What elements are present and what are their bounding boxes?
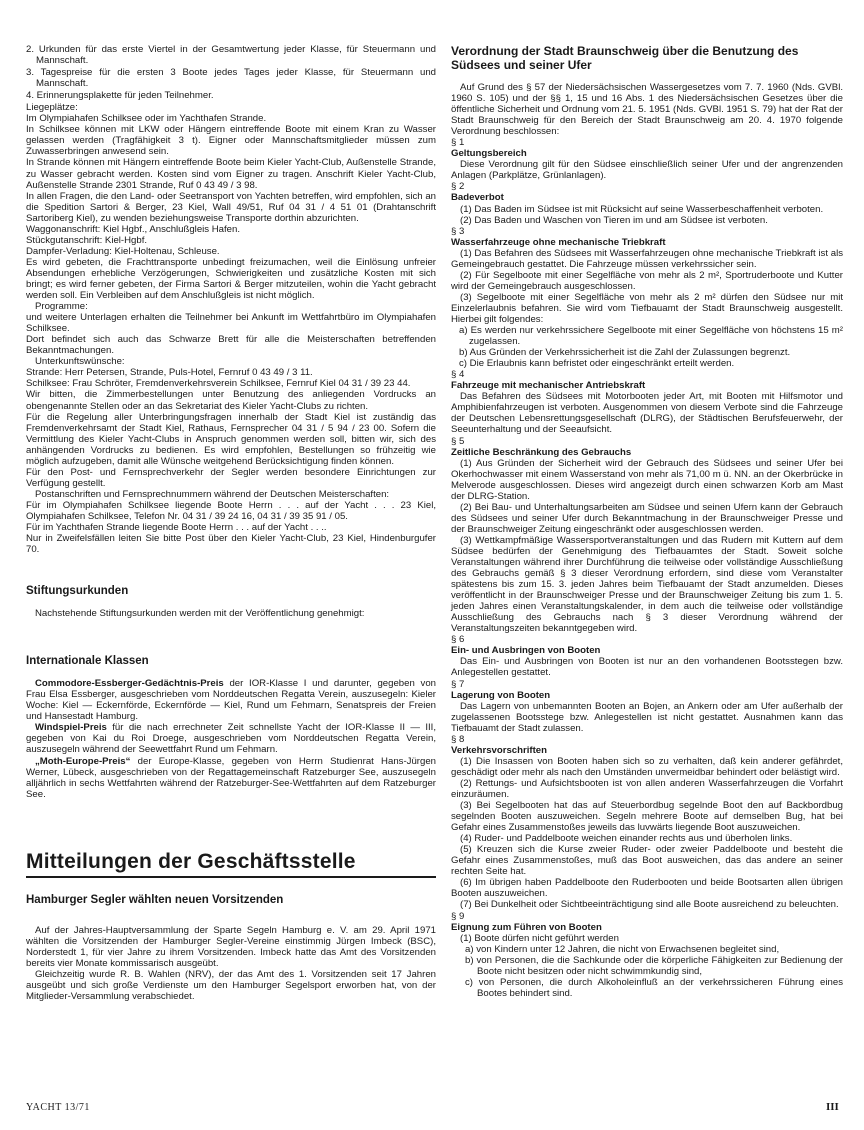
intl-item-text: der IOR-Klasse I und darunter, gegeben von Frau Elsa Essberger, ausgeschrieben vom Norddeutschen Regatta Verein, auszusegeln: Kieler Woche: Kiel — Eckernförde, Eckernförde — Kiel, Rund um Fehmarn, Senatspreis der Freien und Hansestadt Hamburg. bbox=[26, 678, 436, 723]
section-title: Mitteilungen der Geschäftsstelle bbox=[26, 850, 436, 878]
section-number: § 6 bbox=[451, 634, 465, 646]
paragraph: In allen Fragen, die den Land- oder Seetransport von Yachten betreffen, wird empfohlen, sich an die Spedition Sartori & Berger, 23 Kiel, Wall 49/51, Ruf 04 31 / 4 51 01 (Drahtanschrift Sartoriberg Kiel), zu wenden beziehungsweise Transporte dorthin abzurichten. bbox=[26, 190, 436, 224]
paragraph: Im Olympiahafen Schilksee oder im Yachthafen Strande. bbox=[26, 113, 267, 125]
intl-item-title: Windspiel-Preis bbox=[35, 722, 107, 734]
section-number: § 2 bbox=[451, 181, 465, 193]
paragraph: (3) Segelboote mit einer Segelfläche von mehr als 2 m² dürfen den Südsee nur mit Einzelerlaubnis befahren. Sie wird vom Tiefbauamt der Stadt Braunschweig ausgestellt. Hierbei gilt folgendes: bbox=[451, 291, 843, 325]
paragraph: (3) Bei Segelbooten hat das auf Steuerbordbug segelnde Boot den auf Backbordbug segelnden Booten auszuweichen. Segeln mehrere Boote auf demselben Bug, hat bei Gefahr eines Zusammenstoßes jeweils das luvwärts liegende Boot auszuweichen. bbox=[451, 800, 843, 834]
footer-issue: YACHT 13/71 bbox=[26, 1102, 90, 1113]
paragraph: Strande: Herr Petersen, Strande, Puls-Hotel, Fernruf 0 43 49 / 3 11. bbox=[26, 367, 313, 379]
paragraph: Postanschriften und Fernsprechnummern während der Deutschen Meisterschaften: bbox=[35, 488, 390, 500]
intl-item bbox=[26, 722, 436, 755]
paragraph: (7) Bei Dunkelheit oder Sichtbeeinträchtigung sind alle Boote ausreichend zu beleuchten. bbox=[460, 899, 839, 911]
paragraph: (2) Für Segelboote mit einer Segelfläche von mehr als 2 m², Sportruderboote und Kutter wird der Gemeingebrauch ausgeschlossen. bbox=[451, 269, 843, 292]
stiftung-heading: Stiftungsurkunden bbox=[26, 585, 129, 598]
section-heading: Lagerung von Booten bbox=[451, 689, 551, 701]
paragraph: In Strande können mit Hängern eintreffende Boote beim Kieler Yacht-Club, Außenstelle Strande, zu Wasser gebracht werden. Kosten sind vom Eigner zu tragen. Anschrift Kieler Yacht-Club, Außenstelle Strande 2301 Strande, Ruf 0 43 49 / 3 98. bbox=[26, 157, 436, 191]
paragraph: Schilksee: Frau Schröter, Fremdenverkehrsverein Schilksee, Fernruf Kiel 04 31 / 39 23 44. bbox=[26, 378, 411, 390]
intl-heading: Internationale Klassen bbox=[26, 655, 149, 668]
paragraph: Das Lagern von unbemannten Booten an Bojen, an Ankern oder am Ufer außerhalb der zugelassenen Bootsstege bzw. Anlegestellen ist nicht gestattet. Ausnahmen kann das Tiefbauamt der Stadt zulassen. bbox=[451, 700, 843, 734]
section-number: § 5 bbox=[451, 435, 465, 447]
paragraph: Nur in Zweifelsfällen leiten Sie bitte Post über den Kieler Yacht-Club, 23 Kiel, Hindenburgufer 70. bbox=[26, 533, 436, 556]
list-item: a) von Kindern unter 12 Jahren, die nicht von Erwachsenen begleitet sind, bbox=[465, 943, 780, 955]
paragraph: (2) Das Baden und Waschen von Tieren im und am Südsee ist verboten. bbox=[460, 214, 768, 226]
paragraph: (1) Das Befahren des Südsees mit Wasserfahrzeugen ohne mechanische Triebkraft ist als Gemeingebrauch gestattet. Die Fahrzeuge müssen verkehrssicher sein. bbox=[451, 247, 843, 270]
intl-item-text: der Europe-Klasse, gegeben von Herrn Studienrat Hans-Jürgen Werner, Lübeck, ausgeschrieben von der Regattagemeinschaft Ratzeburger See, auszusegeln alljährlich in sechs Wettfahrten während der Ratzeburger-See-Wettfahrten auf dem Ratzeburger See. bbox=[26, 755, 436, 800]
paragraph: In Schilksee können mit LKW oder Hängern eintreffende Boote mit einem Kran zu Wasser gelassen werden (Tragfähigkeit 3 t). Eigner oder Mannschaftsmitglieder müssen zum Zuwasserbringen anwesend sein. bbox=[26, 124, 436, 158]
list-item: b) von Personen, die die Sachkunde oder die körperliche Fähigkeiten zur Bedienung der Boote nicht besitzen oder nicht schwimmkundig sind, bbox=[465, 954, 843, 977]
section-heading: Verkehrsvorschriften bbox=[451, 744, 547, 756]
list-item: 3. Tagespreise für die ersten 3 Boote jedes Tages jeder Klasse, für Steuermann und Mannschaft. bbox=[26, 67, 436, 90]
paragraph: Programme: bbox=[35, 301, 88, 313]
paragraph: (3) Wettkampfmäßige Wassersportveranstaltungen und das Rudern mit Kuttern auf dem Südsee bedürfen der Genehmigung des Tiefbauamtes der Stadt. Soweit solche Veranstaltungen während ihrer Durchführung die teilweise oder vollständige Ausschließung des Gebrauchs gemäß § 3 dieser Verordnung erfordern, sind diese vom Veranstalter spätestens bis zum 15. 3. jeden Jahres beim Tiefbauamt der Stadt anzumelden. Dieses veröffentlicht in der Braunschweiger Presse und der Braunschweiger Zeitung bis zum 1. 5. jeden Jahres einen Veranstaltungskalender, in dem auch die teilweise oder vollständige Ausschließung des Gebrauchs nach § 3 dieser Verordnung während der Veranstaltungszeiten bekanntgegeben wird. bbox=[451, 534, 843, 635]
ordinance-title: Verordnung der Stadt Braunschweig über die Benutzung des Südsees und seiner Ufer bbox=[451, 44, 799, 72]
paragraph: Liegeplätze: bbox=[26, 102, 78, 114]
paragraph: Stückgutanschrift: Kiel-Hgbf. bbox=[26, 234, 148, 246]
paragraph: (4) Ruder- und Paddelboote weichen einander rechts aus und überholen links. bbox=[460, 833, 793, 845]
paragraph: Für im Olympiahafen Schilksee liegende Boote Herrn . . . auf der Yacht . . . 23 Kiel, Olympiahafen Schilksee, Telefon Nr. 04 31 / 39 24 16, 04 31 / 39 35 91 / 05. bbox=[26, 499, 436, 522]
paragraph: (6) Im übrigen haben Paddelboote den Ruderbooten und beide Bootsarten allen übrigen Booten auszuweichen. bbox=[451, 877, 843, 900]
paragraph: Das Befahren des Südsees mit Motorbooten jeder Art, mit Booten mit Hilfsmotor und Amphibienfahrzeugen ist verboten. Ausgenommen von diesem Verbote sind die Fahrzeuge der Deutschen Lebensrettungsgesellschaft (DLRG), der Städtischen Berufsfeuerwehr, der Seeunterhaltung und der Seeaufsicht. bbox=[451, 391, 843, 436]
paragraph: (5) Kreuzen sich die Kurse zweier Ruder- oder zweier Paddelboote und besteht die Gefahr eines Zusammenstoßes, muß das Boot ausweichen, das das andere an seiner rechten Seite hat. bbox=[451, 844, 843, 878]
section-number: § 9 bbox=[451, 910, 465, 922]
ordinance-intro: Auf Grund des § 57 der Niedersächsischen Wassergesetzes vom 7. 7. 1960 (Nds. GVBl. 1960 S. 105) und der §§ 1, 15 und 16 Abs. 1 des Niedersächsischen Gesetzes über die öffentliche Sicherheit und Ordnung vom 21. 5. 1951 (Nds. GVBl. 1951 S. 79) hat der Rat der Stadt Braunschweig für den Bereich der Stadt Braunschweig am 20. 4. 1970 folgende Verordnung beschlossen: bbox=[451, 82, 843, 138]
paragraph: Diese Verordnung gilt für den Südsee einschließlich seiner Ufer und der angrenzenden Anlagen (Parkplätze, Grünlanlagen). bbox=[451, 159, 843, 182]
paragraph: Waggonanschrift: Kiel Hgbf., Anschlußgleis Hafen. bbox=[26, 223, 241, 235]
stiftung-text: Nachstehende Stiftungsurkunden werden mit der Veröffentlichung genehmigt: bbox=[35, 608, 365, 620]
section-heading: Fahrzeuge mit mechanischer Antriebskraft bbox=[451, 380, 646, 392]
list-item: a) Es werden nur verkehrssichere Segelboote mit einer Segelfläche von höchstens 15 m² zugelassen. bbox=[459, 325, 843, 348]
paragraph: (2) Bei Bau- und Unterhaltungsarbeiten am Südsee und seinen Ufern kann der Gebrauch des Südsees und seiner Ufer durch Bekanntmachung in der Braunschweiger Presse und der Braunschweiger Zeitung eingeschränkt oder ausgeschlossen werden. bbox=[451, 501, 843, 535]
article-title: Hamburger Segler wählten neuen Vorsitzenden bbox=[26, 893, 284, 906]
list-item: 4. Erinnerungsplakette für jeden Teilnehmer. bbox=[26, 90, 214, 102]
paragraph: (1) Das Baden im Südsee ist mit Rücksicht auf seine Wasserbeschaffenheit verboten. bbox=[460, 203, 824, 215]
section-number: § 3 bbox=[451, 225, 465, 237]
paragraph: Für den Post- und Fernsprechverkehr der Segler werden besondere Einrichtungen zur Verfügung gestellt. bbox=[26, 466, 436, 489]
section-heading: Geltungsbereich bbox=[451, 148, 527, 160]
paragraph: Für im Yachthafen Strande liegende Boote Herrn . . . auf der Yacht . . .. bbox=[26, 522, 327, 534]
section-number: § 4 bbox=[451, 369, 465, 381]
intl-item-text: für die nach errechneter Zeit schnellste Yacht der IOR-Klasse II — III, gegeben von Kai du Roi Droege, ausgeschrieben vom Norddeutschen Regatta Verein, auszusegeln während der Seewettfahrt Rund um Fehmarn. bbox=[26, 722, 436, 756]
intl-item-title: „Moth-Europe-Preis“ bbox=[35, 755, 131, 767]
section-number: § 8 bbox=[451, 733, 465, 745]
section-number: § 1 bbox=[451, 137, 465, 149]
paragraph: Es wird gebeten, die Frachttransporte unbedingt freizumachen, weil die Einlösung unfreier Absendungen erhebliche Verzögerungen, Schwierigkeiten und zusätzliche Kosten mit sich bringt; es wird ferner gebeten, der Firma Sartori & Berger mitzuteilen, wohin die Yacht gebracht werden soll. Ein Verbleiben auf dem Anschlußgleis ist nicht möglich. bbox=[26, 256, 436, 302]
paragraph: Dampfer-Verladung: Kiel-Holtenau, Schleuse. bbox=[26, 245, 220, 257]
list-item: 2. Urkunden für das erste Viertel in der Gesamtwertung jeder Klasse, für Steuermann und Mannschaft. bbox=[26, 44, 436, 67]
paragraph: Unterkunftswünsche: bbox=[35, 356, 125, 368]
paragraph: Auf der Jahres-Hauptversammlung der Sparte Segeln Hamburg e. V. am 29. April 1971 wählten die Vorsitzenden der Hamburger Segler-Vereine einstimmig Jürgen Imbeck (BSC), Norderstedt 1, für vier Jahre zu ihrem Vorsitzenden. Imbeck hatte das Amt des Vorsitzenden bereits vier Monate kommissarisch ausgeübt. bbox=[26, 924, 436, 969]
paragraph: und weitere Unterlagen erhalten die Teilnehmer bei Ankunft im Wettfahrtbüro im Olympiahafen Schilksee. bbox=[26, 312, 436, 335]
intl-item bbox=[26, 756, 436, 800]
intl-item-title: Commodore-Essberger-Gedächtnis-Preis bbox=[35, 678, 224, 690]
paragraph: Wir bitten, die Zimmerbestellungen unter Benutzung des anliegenden Vordrucks an obengenannte Stellen oder an das Sekretariat des Kieler Yacht-Clubs zu richten. bbox=[26, 389, 436, 412]
paragraph: Dort befindet sich auch das Schwarze Brett für alle die Meisterschaften betreffenden Bekanntmachungen. bbox=[26, 334, 436, 357]
section-heading: Ein- und Ausbringen von Booten bbox=[451, 645, 601, 657]
intl-item bbox=[26, 678, 436, 722]
paragraph: (2) Rettungs- und Aufsichtsbooten ist von allen anderen Wasserfahrzeugen die Vorfahrt einzuräumen. bbox=[451, 777, 843, 800]
paragraph: Gleichzeitig wurde R. B. Wahlen (NRV), der das Amt des 1. Vorsitzenden seit 17 Jahren ausgeübt und sich große Verdienste um den Hamburger Segelsport erworben hat, von der Mitglieder-Versammlung verabschiedet. bbox=[26, 968, 436, 1002]
paragraph: (1) Aus Gründen der Sicherheit wird der Gebrauch des Südsees und seiner Ufer bei Okerhochwasser mit einem Wasserstand von mehr als 71,00 m ü. NN. an der Okerbrücke in Melverode ausgeschlossen. Dieses wird angezeigt durch einen schwarzen Korb am Mast der DLRG-Station. bbox=[451, 457, 843, 502]
section-heading: Wasserfahrzeuge ohne mechanische Triebkraft bbox=[451, 236, 666, 248]
section-heading: Eignung zum Führen von Booten bbox=[451, 921, 602, 933]
paragraph: (1) Boote dürfen nicht geführt werden bbox=[460, 932, 619, 944]
list-item: b) Aus Gründen der Verkehrssicherheit ist die Zahl der Zulassungen begrenzt. bbox=[459, 347, 791, 359]
paragraph: Das Ein- und Ausbringen von Booten ist nur an den vorhandenen Bootsstegen bzw. Anlegestellen gestattet. bbox=[451, 656, 843, 679]
list-item: c) von Personen, die durch Alkoholeinfluß an der verkehrssicheren Führung eines Bootes behindert sind. bbox=[465, 976, 843, 999]
list-item: c) Die Erlaubnis kann befristet oder eingeschränkt erteilt werden. bbox=[459, 358, 735, 370]
section-heading: Badeverbot bbox=[451, 192, 504, 204]
section-heading: Zeitliche Beschränkung des Gebrauchs bbox=[451, 446, 632, 458]
paragraph: (1) Die Insassen von Booten haben sich so zu verhalten, daß kein anderer gefährdet, geschädigt oder mehr als nach den Umständen unvermeidbar behindert oder belästigt wird. bbox=[451, 755, 843, 778]
paragraph: Für die Regelung aller Unterbringungsfragen innerhalb der Stadt Kiel ist zuständig das Fremdenverkehrsamt der Stadt Kiel, Rathaus, Fernsprecher 04 31 / 5 94 / 23 00. Sofern die Vermittlung des Kieler Yacht-Clubs in Anspruch genommen werden soll, bitten wir, sich des anhängenden Vordrucks zu bedienen. Es wird empfohlen, Bestellungen so frühzeitig wie möglich aufzugeben, damit alle Wünsche weitgehend Berücksichtigung finden können. bbox=[26, 411, 436, 467]
right-column bbox=[451, 44, 843, 999]
footer-page-number: III bbox=[826, 1101, 839, 1113]
prize-list bbox=[26, 44, 436, 101]
section-number: § 7 bbox=[451, 678, 465, 690]
left-column bbox=[26, 44, 436, 1002]
